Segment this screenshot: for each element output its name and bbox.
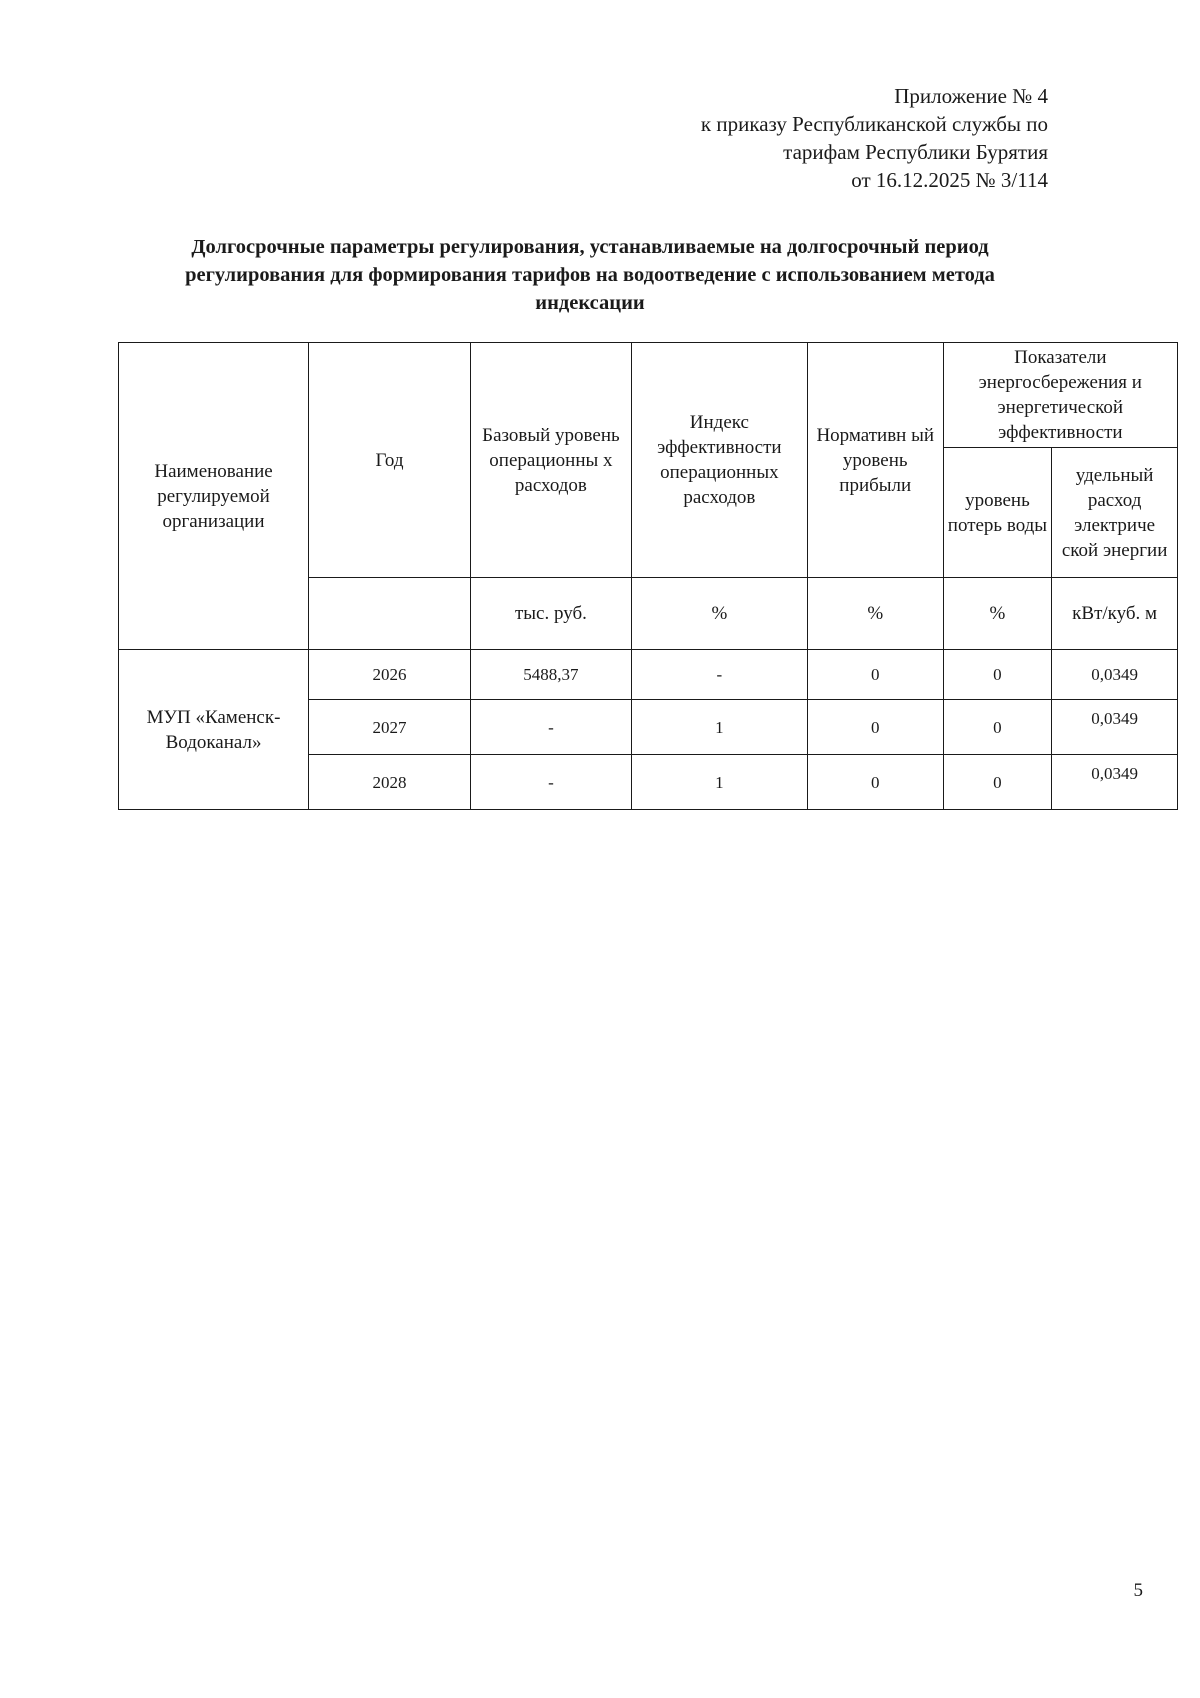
page-number: 5 bbox=[1133, 1580, 1143, 1601]
units-profit: % bbox=[807, 578, 943, 650]
cell-efficiency-index: 1 bbox=[631, 700, 807, 755]
cell-profit: 0 bbox=[807, 755, 943, 810]
table-row bbox=[119, 650, 1178, 700]
cell-water-loss: 0 bbox=[943, 755, 1052, 810]
cell-profit: 0 bbox=[807, 700, 943, 755]
units-electricity: кВт/куб. м bbox=[1052, 578, 1178, 650]
header-electricity: удельный расход электриче ской энергии bbox=[1052, 448, 1178, 578]
organization-name: МУП «Каменск-Водоканал» bbox=[119, 650, 309, 810]
cell-electricity: 0,0349 bbox=[1052, 755, 1178, 810]
cell-water-loss: 0 bbox=[943, 700, 1052, 755]
cell-base-opex: - bbox=[470, 700, 631, 755]
cell-efficiency-index: - bbox=[631, 650, 807, 700]
appendix-date-line: от 16.12.2025 № 3/114 bbox=[851, 168, 1048, 192]
appendix-agency-line: тарифам Республики Бурятия bbox=[783, 140, 1048, 164]
cell-base-opex: 5488,37 bbox=[470, 650, 631, 700]
cell-base-opex: - bbox=[470, 755, 631, 810]
cell-electricity: 0,0349 bbox=[1052, 650, 1178, 700]
parameters-table bbox=[118, 342, 1178, 810]
header-year: Год bbox=[309, 343, 471, 578]
header-efficiency-index: Индекс эффективности операционных расходов bbox=[631, 343, 807, 578]
units-year-blank bbox=[309, 578, 471, 650]
cell-profit: 0 bbox=[807, 650, 943, 700]
cell-efficiency-index: 1 bbox=[631, 755, 807, 810]
title-line-3: индексации bbox=[535, 292, 645, 314]
header-org: Наименование регулируемой организации bbox=[119, 343, 309, 650]
cell-year: 2027 bbox=[309, 700, 471, 755]
units-efficiency-index: % bbox=[631, 578, 807, 650]
title-line-1: Долгосрочные параметры регулирования, устанавливаемые на долгосрочный период bbox=[191, 236, 989, 258]
header-energy-group: Показатели энергосбережения и энергетической эффективности bbox=[943, 343, 1177, 448]
header-water-loss: уровень потерь воды bbox=[943, 448, 1052, 578]
appendix-header bbox=[701, 82, 1048, 194]
document-title bbox=[120, 233, 1060, 317]
title-line-2: регулирования для формирования тарифов на водоотведение с использованием метода bbox=[185, 264, 995, 286]
cell-electricity: 0,0349 bbox=[1052, 700, 1178, 755]
cell-water-loss: 0 bbox=[943, 650, 1052, 700]
units-base-opex: тыс. руб. bbox=[470, 578, 631, 650]
appendix-number: Приложение № 4 bbox=[894, 84, 1048, 108]
appendix-order-line: к приказу Республиканской службы по bbox=[700, 112, 1048, 136]
header-base-opex: Базовый уровень операционны х расходов bbox=[470, 343, 631, 578]
cell-year: 2026 bbox=[309, 650, 471, 700]
units-water-loss: % bbox=[943, 578, 1052, 650]
header-profit: Нормативн ый уровень прибыли bbox=[807, 343, 943, 578]
cell-year: 2028 bbox=[309, 755, 471, 810]
